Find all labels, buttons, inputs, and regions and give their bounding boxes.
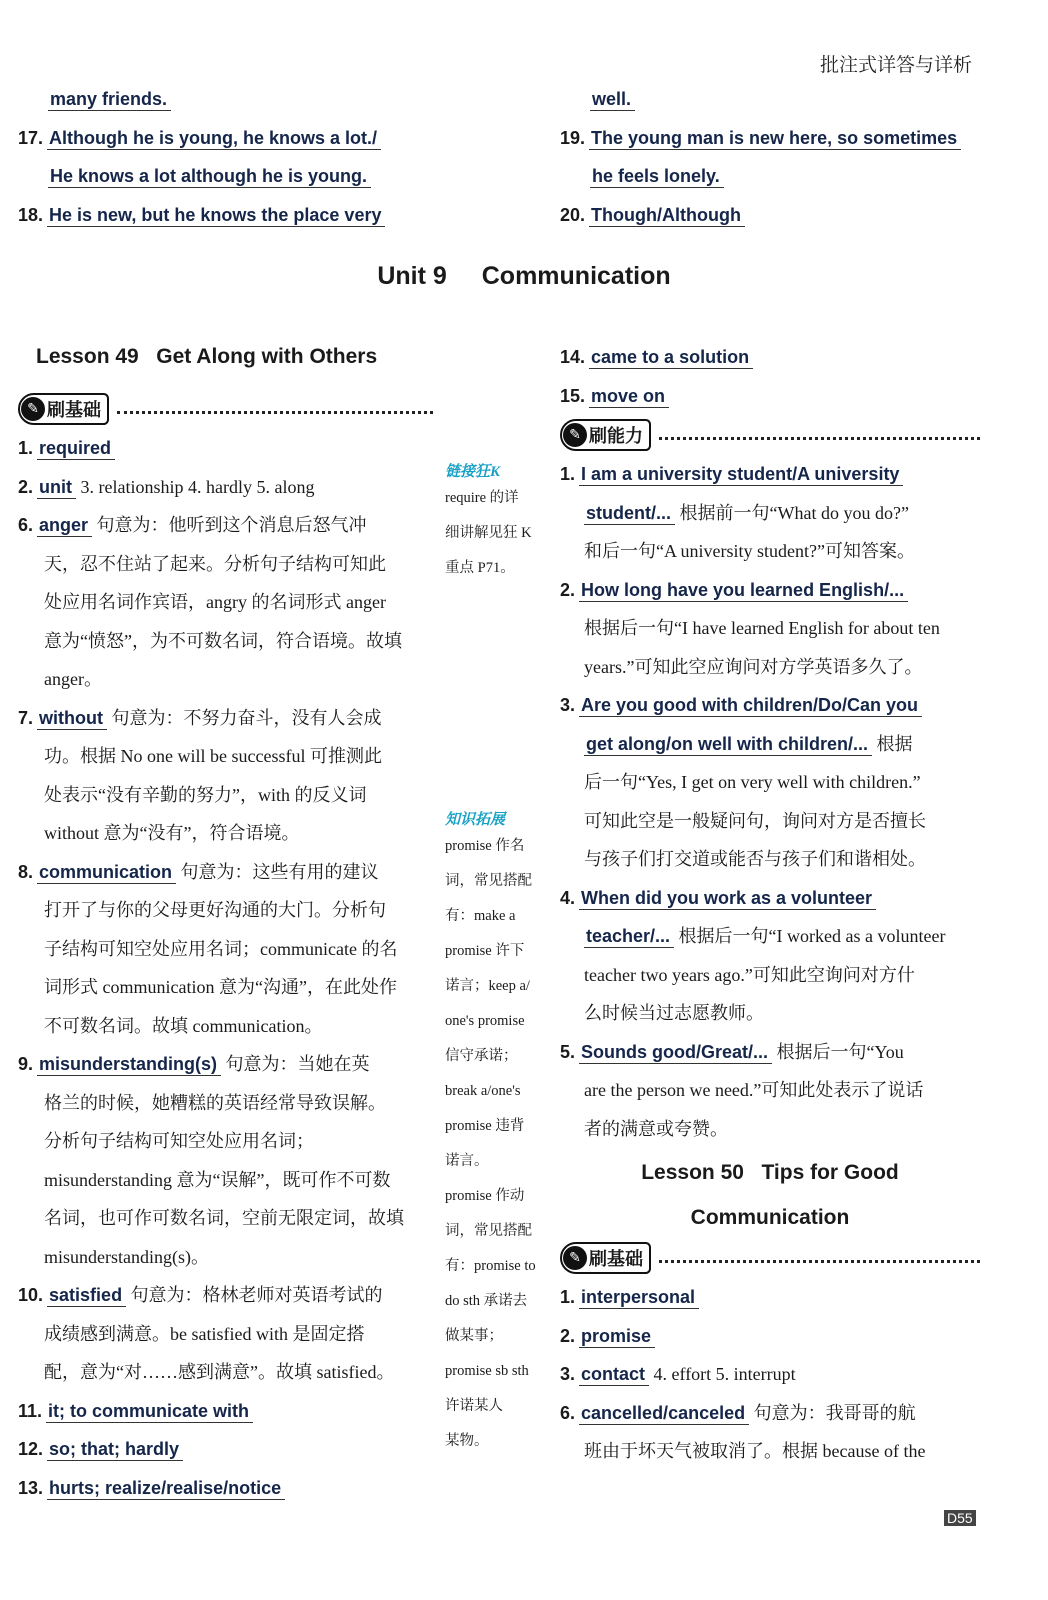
answer-line xyxy=(560,686,980,725)
explanation-text: 句意为：格林老师对英语考试的 xyxy=(126,1285,383,1305)
unit-title xyxy=(0,262,1048,291)
answer-line xyxy=(560,1071,980,1110)
answer-line xyxy=(18,891,433,930)
question-number: 19. xyxy=(560,127,586,148)
answer-line xyxy=(560,1432,980,1471)
answer-line xyxy=(560,119,980,158)
answer-text: unit xyxy=(37,477,76,499)
side-note-line: 许诺某人 xyxy=(445,1398,503,1414)
answer-line xyxy=(18,1469,433,1508)
question-number: 6. xyxy=(18,515,34,535)
answer-line xyxy=(18,622,433,661)
basic-badge-label-2: 刷基础 xyxy=(589,1249,643,1270)
answer-text: without xyxy=(37,708,107,730)
answer-line xyxy=(560,338,980,377)
answer-text: How long have you learned English/... xyxy=(579,580,908,602)
answer-line xyxy=(18,699,433,738)
explanation-text: anger。 xyxy=(44,669,102,689)
explanation-text: years.”可知此空应询问对方学英语多久了。 xyxy=(584,656,923,677)
pen-icon: ✎ xyxy=(563,1246,587,1270)
answer-line xyxy=(560,1033,980,1072)
explanation-text: 子结构可知空处应用名词；communicate 的名 xyxy=(44,938,398,959)
answer-line xyxy=(560,494,980,533)
answer-line xyxy=(560,532,980,571)
question-number: 15. xyxy=(560,385,586,406)
answer-text: required xyxy=(37,438,115,460)
explanation-text: 意为“愤怒”，为不可数名词，符合语境。故填 xyxy=(44,630,402,651)
left-column xyxy=(18,345,433,1507)
dotted-divider xyxy=(659,1260,980,1263)
link-note xyxy=(445,481,557,586)
lesson49-name: Get Along with Others xyxy=(156,345,378,368)
answer-line xyxy=(18,1392,433,1431)
answer-line xyxy=(18,776,433,815)
explanation-text: 格兰的时候，她糟糕的英语经常导致误解。 xyxy=(44,1092,386,1113)
answer-line xyxy=(18,1353,433,1392)
side-note-line: 诺言。 xyxy=(445,1153,489,1169)
explanation-text: 班由于坏天气被取消了。根据 because of the xyxy=(584,1441,926,1461)
answer-line xyxy=(18,660,433,699)
question-number: 20. xyxy=(560,204,586,225)
answer-line xyxy=(560,455,980,494)
explanation-text: 句意为：不努力奋斗，没有人会成 xyxy=(107,707,382,728)
side-note-line: promise 许下 xyxy=(445,943,525,959)
answer-text: Although he is young, he knows a lot./ xyxy=(47,128,381,150)
answer-text: move on xyxy=(589,386,669,408)
explanation-text: misunderstanding(s)。 xyxy=(44,1246,209,1267)
answer-text: came to a solution xyxy=(589,347,753,369)
answer-line xyxy=(18,583,433,622)
side-note-line: promise 违背 xyxy=(445,1118,525,1134)
lesson49-title xyxy=(36,345,433,389)
explanation-text: 句意为：当她在英 xyxy=(221,1054,370,1074)
explanation-text: 4. effort 5. interrupt xyxy=(649,1364,796,1384)
answer-text: he feels lonely. xyxy=(590,166,724,188)
answer-line xyxy=(560,377,980,416)
question-number: 5. xyxy=(560,1041,576,1062)
basic-badge-label: 刷基础 xyxy=(47,400,101,421)
side-note-line: break a/one's xyxy=(445,1083,521,1099)
answer-line xyxy=(18,968,433,1007)
explanation-text: 根据后一句“You xyxy=(772,1041,904,1062)
answer-line xyxy=(18,1430,433,1469)
answer-line xyxy=(560,1394,980,1433)
question-number: 2. xyxy=(560,1325,576,1346)
answer-text: He is new, but he knows the place very xyxy=(47,205,385,227)
answer-text: many friends. xyxy=(48,89,171,111)
answer-text: cancelled/canceled xyxy=(579,1403,749,1425)
unit-name: Communication xyxy=(481,262,671,290)
explanation-text: 者的满意或夸赞。 xyxy=(584,1118,728,1139)
question-number: 1. xyxy=(560,464,576,484)
question-number: 13. xyxy=(18,1477,44,1498)
question-number: 18. xyxy=(18,204,44,225)
basic-section-head xyxy=(18,389,433,429)
unit-label: Unit 9 xyxy=(377,262,447,290)
answer-line xyxy=(560,1278,980,1317)
header-title: 批注式详答与详析 xyxy=(819,54,972,76)
answer-line xyxy=(560,196,980,235)
answer-line xyxy=(18,1007,433,1046)
answer-line xyxy=(18,737,433,776)
knowledge-note xyxy=(445,829,557,1459)
explanation-text: 句意为：我哥哥的航 xyxy=(749,1402,916,1423)
question-number: 14. xyxy=(560,347,586,367)
explanation-text: 根据后一句“I have learned English for about ten xyxy=(584,618,940,638)
answer-text: The young man is new here, so sometimes xyxy=(589,128,961,150)
answer-line xyxy=(18,468,433,507)
explanation-text: 句意为：他听到这个消息后怒气冲 xyxy=(92,515,367,535)
answer-line xyxy=(560,994,980,1033)
explanation-text: 根据后一句“I worked as a volunteer xyxy=(674,926,946,946)
explanation-text: 不可数名词。故填 communication。 xyxy=(44,1015,323,1036)
answer-line xyxy=(18,1161,433,1200)
answer-line xyxy=(18,930,433,969)
answer-line xyxy=(18,1084,433,1123)
answer-line xyxy=(560,571,980,610)
explanation-text: misunderstanding 意为“误解”，既可作不可数 xyxy=(44,1169,391,1190)
explanation-text: 成绩感到满意。be satisfied with 是固定搭 xyxy=(44,1323,365,1344)
answer-text: get along/on well with children/... xyxy=(584,734,872,756)
explanation-text: 和后一句“A university student?”可知答案。 xyxy=(584,541,915,561)
answer-line xyxy=(18,545,433,584)
explanation-text: 3. relationship 4. hardly 5. along xyxy=(76,476,315,497)
explanation-text: 根据前一句“What do you do?” xyxy=(675,502,909,523)
answer-line xyxy=(18,80,433,119)
answer-line xyxy=(560,725,980,764)
answer-text: well. xyxy=(590,89,635,111)
question-number: 7. xyxy=(18,707,34,728)
side-note-line: promise 作动 xyxy=(445,1188,525,1204)
answer-line xyxy=(560,956,980,995)
explanation-text: 功。根据 No one will be successful 可推测此 xyxy=(44,746,382,766)
dotted-divider xyxy=(659,437,980,440)
basic-section-head-2 xyxy=(560,1238,980,1278)
explanation-text: 根据 xyxy=(872,733,913,754)
answer-line xyxy=(18,196,433,235)
answer-line xyxy=(560,1317,980,1356)
answer-line xyxy=(560,1110,980,1149)
explanation-text: 句意为：这些有用的建议 xyxy=(176,861,379,882)
answer-text: anger xyxy=(37,515,92,537)
explanation-text: 与孩子们打交道或能否与孩子们和谐相处。 xyxy=(584,849,926,869)
lesson50-name-line2: Communication xyxy=(690,1206,850,1229)
top-right-answers xyxy=(560,80,980,234)
side-note-line: require 的详 xyxy=(445,490,519,506)
explanation-text: are the person we need.”可知此处表示了说话 xyxy=(584,1080,924,1100)
lesson49-number: Lesson 49 xyxy=(36,345,139,368)
answer-text: I am a university student/A university xyxy=(579,464,903,486)
question-number: 1. xyxy=(560,1287,576,1307)
answer-line xyxy=(18,1315,433,1354)
explanation-text: 打开了与你的父母更好沟通的大门。分析句 xyxy=(44,900,386,920)
lesson50-number: Lesson 50 xyxy=(641,1161,744,1184)
answer-text: He knows a lot although he is young. xyxy=(48,166,371,188)
ability-badge-label: 刷能力 xyxy=(589,426,643,447)
answer-line xyxy=(18,157,433,196)
right-column xyxy=(560,338,980,1471)
right-answer-list xyxy=(560,455,980,1148)
answer-line xyxy=(18,429,433,468)
side-note-line: promise 作名 xyxy=(445,838,525,854)
question-number: 11. xyxy=(18,1400,43,1421)
answer-text: communication xyxy=(37,862,176,884)
answer-text: misunderstanding(s) xyxy=(37,1054,221,1076)
question-number: 2. xyxy=(560,579,576,600)
explanation-text: teacher two years ago.”可知此空询问对方什 xyxy=(584,964,915,985)
answer-line xyxy=(18,1045,433,1084)
question-number: 10. xyxy=(18,1285,44,1305)
lesson50-name: Tips for Good xyxy=(761,1161,899,1184)
explanation-text: 处表示“没有辛勤的努力”，with 的反义词 xyxy=(44,784,367,805)
answer-text: Are you good with children/Do/Can you xyxy=(579,695,922,717)
explanation-text: 么时候当过志愿教师。 xyxy=(584,1003,764,1023)
answer-line xyxy=(560,609,980,648)
side-note-line: 某物。 xyxy=(445,1433,489,1449)
answer-line xyxy=(560,648,980,687)
question-number: 12. xyxy=(18,1439,44,1459)
side-note-line: 细讲解见狂 K xyxy=(445,525,532,541)
question-number: 1. xyxy=(18,438,34,458)
question-number: 6. xyxy=(560,1402,576,1423)
top-left-answers xyxy=(18,80,433,234)
answer-text: it; to communicate with xyxy=(46,1401,253,1423)
answer-text: hurts; realize/realise/notice xyxy=(47,1478,285,1500)
explanation-text: 分析句子结构可知空处应用名词； xyxy=(44,1131,314,1151)
answer-line xyxy=(18,1276,433,1315)
answer-line xyxy=(18,119,433,158)
side-note-line: 词，常见搭配 xyxy=(445,1223,532,1239)
answer-line xyxy=(18,1199,433,1238)
page-number: D55 xyxy=(944,1510,976,1526)
dotted-divider xyxy=(117,411,433,414)
answer-line xyxy=(560,840,980,879)
answer-text: contact xyxy=(579,1364,649,1386)
lesson50-title xyxy=(560,1148,980,1198)
side-note-line: do sth 承诺去 xyxy=(445,1293,528,1309)
question-number: 4. xyxy=(560,887,576,908)
pen-icon: ✎ xyxy=(563,423,587,447)
answer-text: promise xyxy=(579,1326,655,1348)
explanation-text: 词形式 communication 意为“沟通”，在此处作 xyxy=(44,977,397,997)
explanation-text: 配，意为“对……感到满意”。故填 satisfied。 xyxy=(44,1362,395,1382)
side-note-line: 有：promise to xyxy=(445,1258,536,1274)
question-number: 9. xyxy=(18,1054,34,1074)
side-note-line: 诺言；keep a/ xyxy=(445,978,530,994)
question-number: 17. xyxy=(18,127,44,148)
basic-badge xyxy=(18,393,109,425)
explanation-text: 天，忍不住站了起来。分析句子结构可知此 xyxy=(44,553,386,574)
explanation-text: without 意为“没有”，符合语境。 xyxy=(44,823,300,843)
answer-line xyxy=(18,814,433,853)
answer-line xyxy=(560,80,980,119)
answer-line xyxy=(18,506,433,545)
side-note-line: promise sb sth xyxy=(445,1363,529,1379)
side-notes xyxy=(445,460,557,1459)
left-answer-list xyxy=(18,429,433,1507)
question-number: 3. xyxy=(560,695,576,715)
answer-text: teacher/... xyxy=(584,926,674,948)
answer-line xyxy=(560,879,980,918)
explanation-text: 后一句“Yes, I get on very well with children.” xyxy=(584,772,921,792)
ability-section-head xyxy=(560,415,980,455)
answer-line xyxy=(560,157,980,196)
question-number: 8. xyxy=(18,861,34,882)
answer-text: satisfied xyxy=(47,1285,126,1307)
side-note-line: 信守承诺； xyxy=(445,1048,518,1064)
side-note-line: one's promise xyxy=(445,1013,525,1029)
side-note-line: 重点 P71。 xyxy=(445,560,515,576)
answer-line xyxy=(18,1238,433,1277)
knowledge-label: 知识拓展 xyxy=(445,812,506,828)
answer-line xyxy=(560,802,980,841)
basic-badge-2 xyxy=(560,1242,651,1274)
answer-text: interpersonal xyxy=(579,1287,699,1309)
side-note-line: 有：make a xyxy=(445,908,516,924)
side-note-line: 做某事； xyxy=(445,1328,503,1344)
link-label: 链接狂K xyxy=(445,464,501,480)
answer-line xyxy=(560,917,980,956)
explanation-text: 名词，也可作可数名词，空前无限定词，故填 xyxy=(44,1208,404,1228)
pen-icon: ✎ xyxy=(21,397,45,421)
right-bottom-answers xyxy=(560,1278,980,1471)
answer-line xyxy=(18,853,433,892)
side-note-line: 词，常见搭配 xyxy=(445,873,532,889)
answer-line xyxy=(560,763,980,802)
answer-text: Though/Although xyxy=(589,205,745,227)
answer-text: Sounds good/Great/... xyxy=(579,1042,772,1064)
answer-text: When did you work as a volunteer xyxy=(579,888,876,910)
answer-text: student/... xyxy=(584,503,675,525)
answer-text: so; that; hardly xyxy=(47,1439,183,1461)
answer-line xyxy=(18,1122,433,1161)
explanation-text: 处应用名词作宾语，angry 的名词形式 anger xyxy=(44,592,386,612)
question-number: 3. xyxy=(560,1364,576,1384)
answer-line xyxy=(560,1355,980,1394)
ability-badge xyxy=(560,419,651,451)
right-top-answers xyxy=(560,338,980,415)
explanation-text: 可知此空是一般疑问句，询问对方是否擅长 xyxy=(584,810,926,831)
question-number: 2. xyxy=(18,476,34,497)
